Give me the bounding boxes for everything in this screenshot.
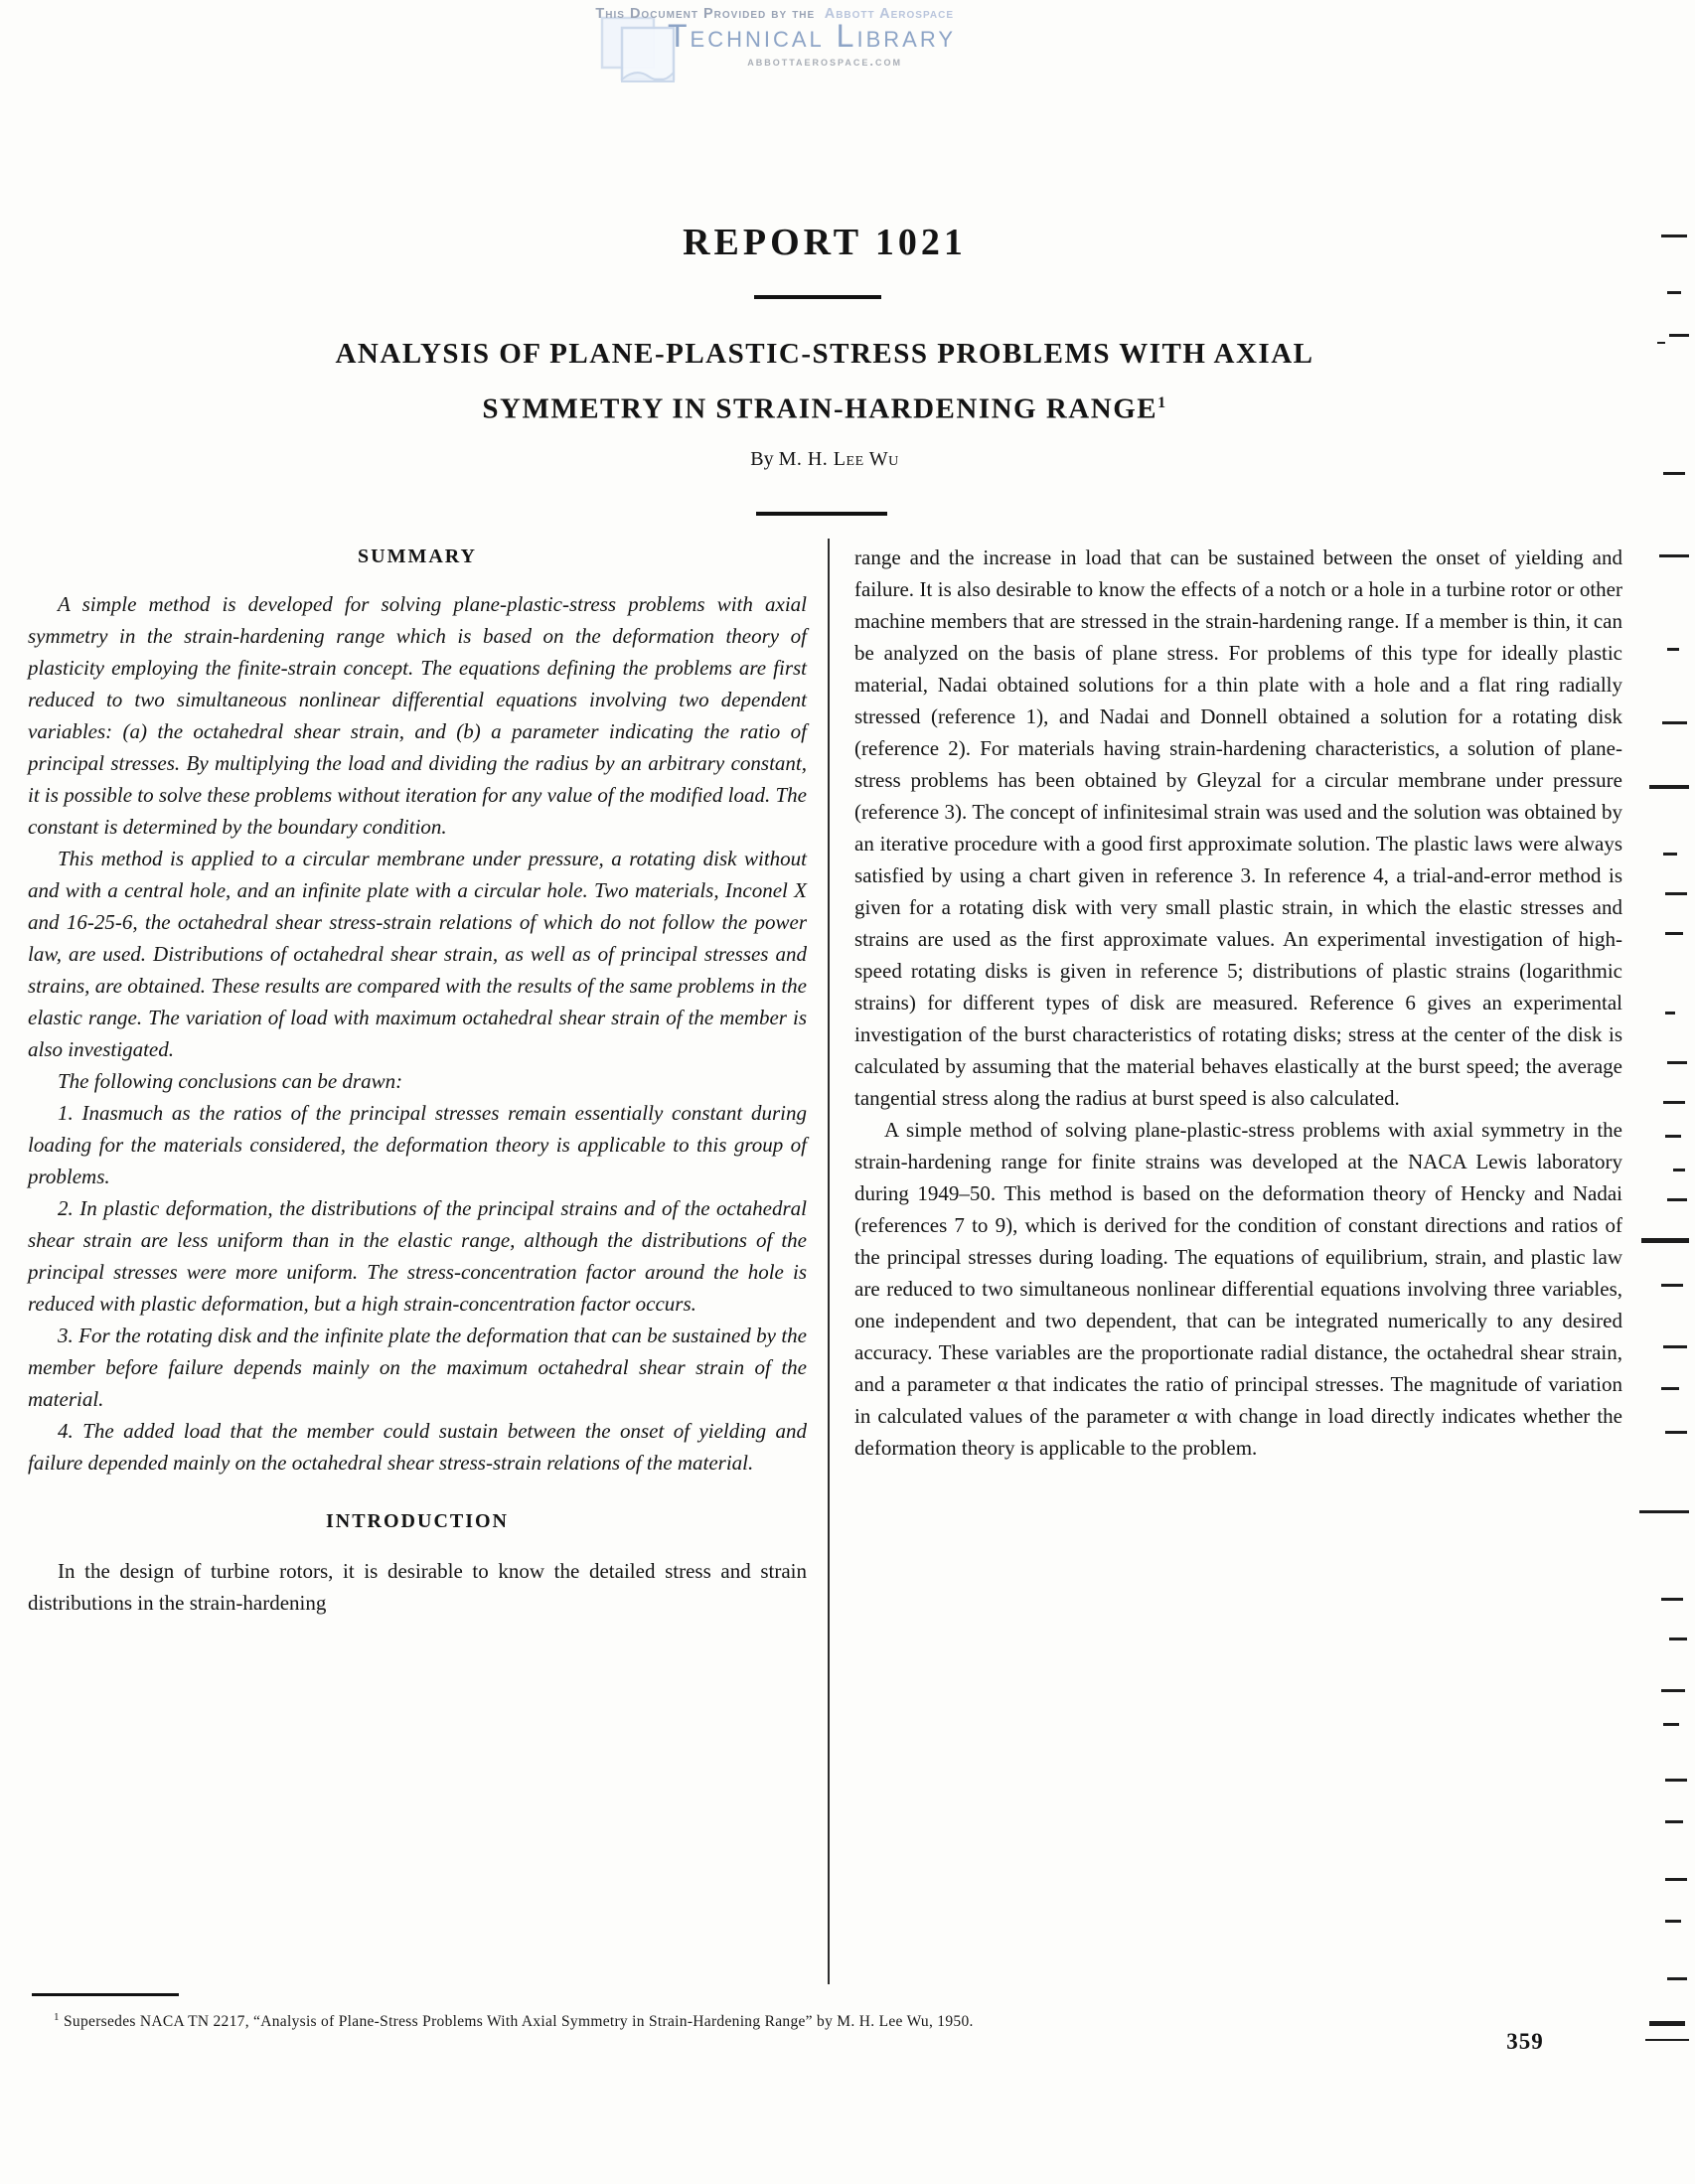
paragraph: A simple method of solving plane-plastic-stress problems with axial symmetry in the strain-hardening range for finite strains was developed at the NACA Lewis laboratory during 1949–50. This method is based on the deformation theory of Hencky and Nadai (references 7 to 9), which is derived for the condition of constant directions and ratios of the principal stresses during loading. The equations of equilibrium, strain, and plastic law are reduced to two simultaneous nonlinear differential equations involving three variables, one independent and two dependent, that can be integrated numerically to any desired accuracy. These variables are the proportionate radial distance, the octahedral shear strain, and a parameter α that indicates the ratio of principal stresses. The magnitude of variation in calculated values of the parameter α with change in load directly indicates whether the deformation theory is applicable to the problem. xyxy=(854,1118,1622,1460)
watermark-tagline-prefix: This Document Provided by the xyxy=(595,6,816,22)
scan-artifact-mark xyxy=(1639,1510,1689,1513)
paragraph: The following conclusions can be drawn: xyxy=(58,1069,403,1093)
scan-artifact-mark xyxy=(1649,2021,1685,2026)
scan-artifact-mark xyxy=(1667,648,1679,651)
scan-artifact-mark xyxy=(1669,334,1689,337)
scan-artifact-mark xyxy=(1667,1977,1687,1980)
column-divider-rule xyxy=(828,539,830,1984)
summary-paragraphs xyxy=(28,588,807,1479)
scan-artifact-mark xyxy=(1659,554,1689,557)
byline xyxy=(0,448,1649,471)
watermark-logo xyxy=(594,2,960,87)
scan-artifact-mark xyxy=(1661,1598,1683,1601)
left-column xyxy=(28,542,807,1619)
report-title-line1: ANALYSIS OF PLANE-PLASTIC-STRESS PROBLEMS WITH AXIAL xyxy=(335,338,1314,370)
scan-artifact-mark xyxy=(1667,291,1681,294)
watermark-title: Technical Library xyxy=(668,18,956,54)
paragraph: range and the increase in load that can be sustained between the onset of yielding and failure. It is also desirable to know the effects of a notch or a hole in a turbine rotor or other machine members that are stressed in the strain-hardening range. If a member is thin, it can be analyzed on the basis of plane stress. For problems of this type for ideally plastic material, Nadai obtained solutions for a thin plate with a hole and a flat ring radially stressed (reference 1), and Nadai and Donnell obtained a solution for a rotating disk (reference 2). For materials having strain-hardening characteristics, a solution of plane-stress problems has been obtained by Gleyzal for a circular membrane under pressure (reference 3). The concept of infinitesimal strain was used and the solution was obtained by an iterative procedure with a good first approximate solution. The plastic laws were always satisfied by using a chart given in reference 3. In reference 4, a trial-and-error method is given for a rotating disk with very small plastic strain, in which the elastic stresses and strains are used as the first approximate values. An experimental investigation of high-speed rotating disks is given in reference 5; distributions of plastic strains (logarithmic strains) for different types of disk are measured. Reference 6 gives an experimental investigation of the burst characteristics of rotating disks; stress at the center of the disk is calculated by assuming that the material behaves elastically at the burst speed; the average tangential stress along the radius at burst speed is also calculated. xyxy=(854,546,1622,1110)
scan-artifact-mark xyxy=(1667,1061,1687,1064)
scan-artifact-mark xyxy=(1657,342,1665,344)
scan-artifact-mark xyxy=(1662,721,1687,724)
scan-artifact-mark xyxy=(1665,892,1687,895)
page-number: 359 xyxy=(1506,2029,1544,2054)
footnote xyxy=(30,2007,1355,2032)
scan-artifact-mark xyxy=(1665,1820,1683,1823)
author-name: M. H. Lee Wu xyxy=(778,448,899,470)
paragraph: In the design of turbine rotors, it is desirable to know the detailed stress and strain distributions in the strain-hardening xyxy=(28,1559,807,1615)
scan-artifact-mark xyxy=(1661,1689,1685,1692)
scan-artifact-mark xyxy=(1663,1723,1679,1726)
scan-artifact-mark xyxy=(1667,1198,1687,1201)
paragraph: 3. For the rotating disk and the infinite plate the deformation that can be sustained by the member before failure depends mainly on the maximum octahedral shear strain of the material. xyxy=(28,1324,807,1411)
body-paragraphs xyxy=(854,542,1622,1464)
scan-artifact-mark xyxy=(1645,2039,1689,2041)
scan-artifact-mark xyxy=(1663,1345,1687,1348)
watermark-url: abbottaerospace.com xyxy=(747,54,902,69)
paragraph: A simple method is developed for solving plane-plastic-stress problems with axial symmetry in the strain-hardening range which is based on the deformation theory of plasticity employing the finite-strain concept. The equations defining the problems are first reduced to two simultaneous nonlinear differential equations involving two dependent variables: (a) the octahedral shear strain, and (b) a parameter indicating the ratio of principal stresses. By multiplying the load and dividing the radius by an arbitrary constant, it is possible to solve these problems without iteration for any value of the modified load. The constant is determined by the boundary condition. xyxy=(28,592,807,839)
report-title-line2: SYMMETRY IN STRAIN-HARDENING RANGE xyxy=(482,392,1158,425)
paragraph: 2. In plastic deformation, the distributions of the principal strains and of the octahedral shear strain are less uniform than in the elastic range, although the distributions of the principal stresses were more uniform. The stress-concentration factor around the hole is reduced with plastic deformation, but a high strain-concentration factor occurs. xyxy=(28,1196,807,1316)
scan-artifact-mark xyxy=(1661,1387,1679,1390)
footnote-marker: 1 xyxy=(54,2011,60,2023)
scan-artifact-mark xyxy=(1661,1284,1683,1287)
summary-heading: SUMMARY xyxy=(358,546,477,567)
scan-artifact-mark xyxy=(1665,1012,1675,1014)
scan-artifact-mark xyxy=(1663,853,1677,856)
footnote-text: Supersedes NACA TN 2217, “Analysis of Plane-Stress Problems With Axial Symmetry in Strain-Hardening Range” by M. H. Lee Wu, 1950. xyxy=(64,2013,974,2031)
title-footnote-marker: 1 xyxy=(1157,394,1167,411)
paragraph: 4. The added load that the member could sustain between the onset of yielding and failure depended mainly on the octahedral shear stress-strain relations of the material. xyxy=(28,1419,807,1475)
scan-artifact-mark xyxy=(1649,785,1689,789)
scan-artifact-mark xyxy=(1665,1135,1681,1138)
paragraph: This method is applied to a circular membrane under pressure, a rotating disk without and with a central hole, and an infinite plate with a circular hole. Two materials, Inconel X and 16-25-6, the octahedral shear stress-strain relations of which do not follow the power law, are used. Distributions of octahedral shear strain, as well as of principal stresses and strains, are obtained. These results are compared with the results of the same problems in the elastic range. The variation of load with maximum octahedral shear strain of the member is also investigated. xyxy=(28,847,807,1061)
scan-artifact-mark xyxy=(1665,1431,1687,1434)
scan-artifact-mark xyxy=(1669,1638,1687,1640)
scan-artifact-mark xyxy=(1641,1238,1689,1243)
footnote-rule xyxy=(32,1993,179,1996)
header-rule xyxy=(754,295,881,299)
scan-artifact-mark xyxy=(1673,1169,1685,1171)
scan-artifact-mark xyxy=(1665,1920,1681,1923)
introduction-heading: INTRODUCTION xyxy=(325,1510,510,1532)
paragraph: 1. Inasmuch as the ratios of the principal stresses remain essentially constant during loading for the materials considered, the deformation theory is applicable to this group of problems. xyxy=(28,1101,807,1188)
scan-artifact-mark xyxy=(1663,1101,1685,1104)
byline-rule xyxy=(756,512,887,516)
scan-artifact-mark xyxy=(1665,1878,1687,1881)
introduction-paragraphs xyxy=(28,1555,807,1619)
byline-prefix: By xyxy=(750,448,774,470)
scan-artifact-mark xyxy=(1665,932,1683,935)
watermark-brand: Abbott Aerospace xyxy=(824,6,954,22)
scan-artifact-mark xyxy=(1665,1779,1687,1782)
right-column xyxy=(854,542,1622,1464)
scan-artifact-mark xyxy=(1661,234,1687,237)
report-title xyxy=(0,329,1649,434)
scan-artifact-mark xyxy=(1663,472,1685,475)
report-number: REPORT 1021 xyxy=(683,222,967,263)
